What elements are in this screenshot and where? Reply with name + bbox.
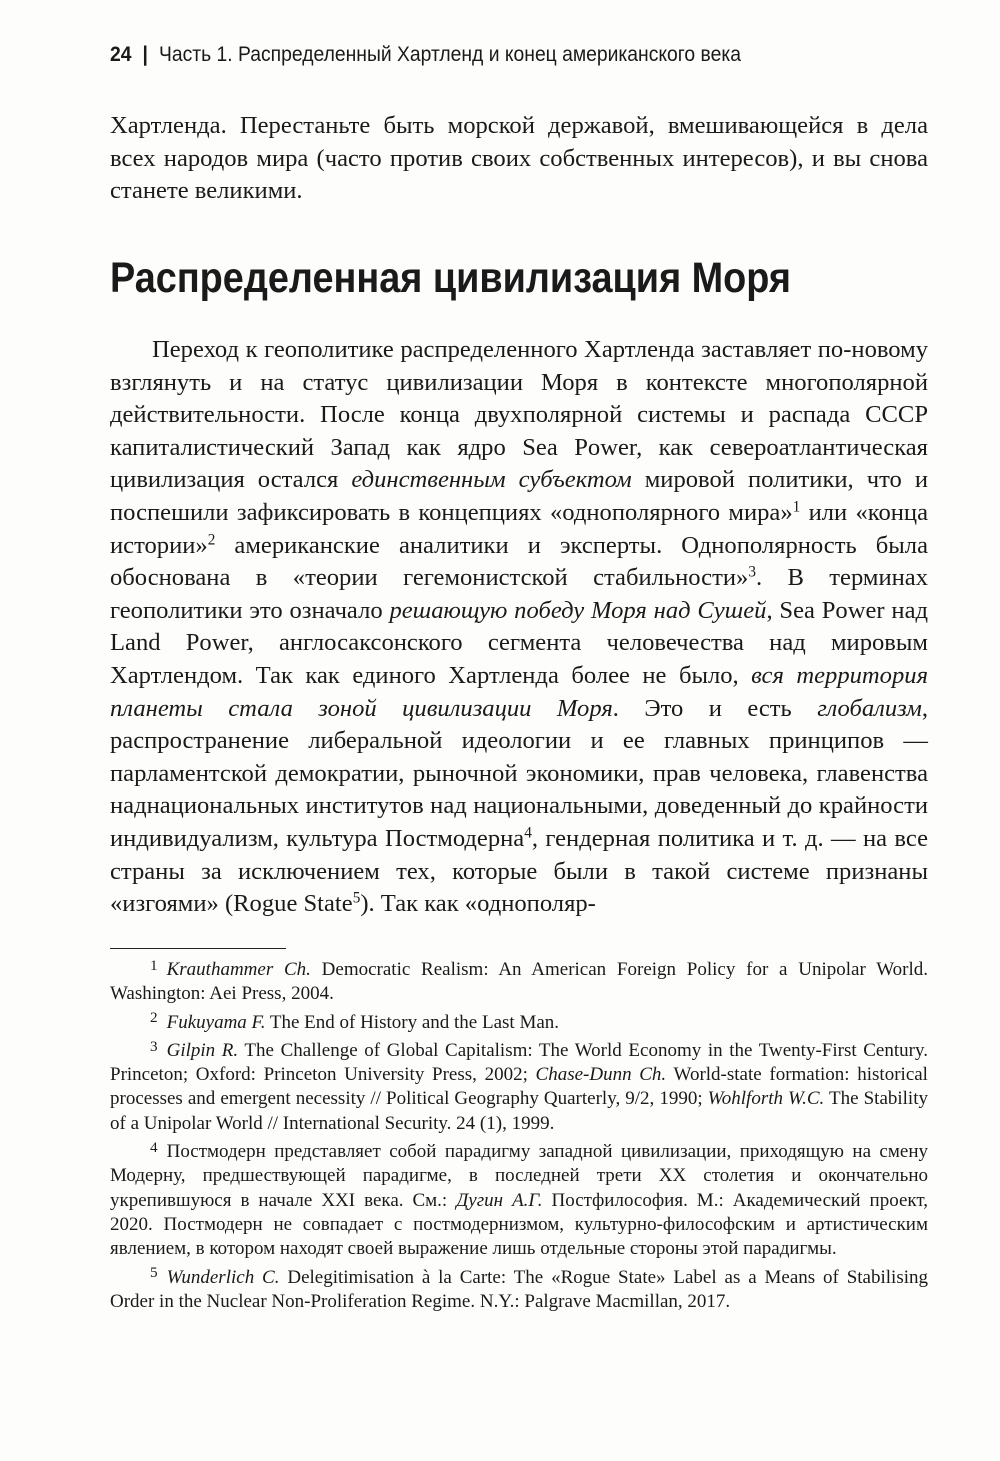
footnote-author: Gilpin R. — [166, 1039, 239, 1061]
footnote-1 — [110, 958, 928, 1007]
footnote-ref: 5 — [352, 889, 361, 907]
running-head — [110, 40, 864, 70]
footnote-author: Wohlforth W.C. — [707, 1088, 825, 1110]
footnote-number: 3 — [150, 1037, 158, 1055]
footnote-number: 4 — [150, 1138, 158, 1156]
footnote-number: 2 — [150, 1009, 158, 1027]
footnote-4 — [110, 1140, 928, 1261]
text-run: . Это и есть — [612, 694, 818, 722]
text-run: , Sea Power над Land Power, англосаксонского сегмента человечества над мировым Хартлендом. Так как единого Хартленда более не было, — [110, 596, 928, 689]
footnote-text: The End of History and the Last Man. — [265, 1011, 560, 1033]
footnote-text: The Stability of a Unipolar World // International Security. 24 (1), 1999. — [110, 1088, 928, 1134]
emphasis: единственным субъектом — [351, 466, 632, 494]
footnote-5 — [110, 1266, 928, 1315]
emphasis: глобализм — [817, 694, 922, 722]
text-run: американские аналитики и эксперты. Однополярность была обоснована в «теории гегемонистской стабильности» — [110, 531, 928, 592]
footnote-author: Chase-Dunn Ch. — [535, 1064, 667, 1086]
footnote-ref: 2 — [207, 531, 216, 549]
text-run: , распространение либеральной идеологии и ее главных принципов — парламентской демократии, рыночной экономики, прав человека, главенства наднациональных институтов над национальными, доведенный до крайности индивидуализм, культура Постмодерна — [110, 694, 928, 852]
text-run: . В терминах геополитики это означало — [110, 564, 928, 624]
emphasis: решающую победу Моря над Сушей — [389, 596, 767, 624]
footnote-author: Fukuyama F. — [166, 1011, 266, 1033]
footnote-number: 5 — [150, 1264, 158, 1282]
footnote-author: Krauthammer Ch. — [166, 959, 311, 980]
header-separator: | — [142, 43, 148, 66]
footnote-text: The Challenge of Global Capitalism: The World Economy in the Twenty-First Century. Princeton; Oxford: Princeton University Press, 2002; — [110, 1039, 928, 1086]
section-heading: Распределенная цивилизация Моря — [110, 254, 791, 302]
section-body — [110, 334, 928, 921]
text-run: ). Так как «однополяр- — [360, 890, 596, 918]
footnote-3 — [110, 1039, 928, 1136]
footnote-author: Дугин А.Г. — [456, 1189, 543, 1211]
footnote-author: Wunderlich C. — [166, 1266, 280, 1288]
chapter-title: Часть 1. Распределенный Хартленд и конец американского века — [158, 43, 741, 66]
intro-paragraph: Хартленда. Перестаньте быть морской державой, вмешивающейся в дела всех народов мира (часто против своих собственных интересов), и вы снова станете великими. — [110, 112, 928, 205]
footnote-ref: 1 — [792, 498, 801, 516]
page-number: 24 — [110, 43, 132, 66]
footnote-text: Democratic Realism: An American Foreign Policy for a Unipolar World. Washington: Aei Press, 2004. — [110, 959, 928, 1005]
footnote-divider — [110, 948, 286, 949]
footnote-text: World-state formation: historical processes and emergent necessity // Political Geography Quarterly, 9/2, 1990; — [110, 1064, 928, 1110]
footnote-2 — [110, 1011, 928, 1035]
footnote-text: Delegitimisation à la Carte: The «Rogue State» Label as a Means of Stabilising Order in the Nuclear Non-Proliferation Regime. N.Y.: Palgrave Macmillan, 2017. — [110, 1266, 928, 1312]
text-run: , гендерная политика и т. д. — на все страны за исключением тех, которые были в такой системе признаны «изгоями» (Rogue State — [110, 824, 928, 918]
footnote-text: Постфилософия. М.: Академический проект, 2020. Постмодерн не совпадает с постмодернизмом, культурно-философским и артистическим явлением, в котором находят своей выражение лишь отдельные стороны этой парадигмы. — [110, 1189, 929, 1260]
footnotes — [110, 958, 928, 1314]
footnote-ref: 4 — [524, 824, 532, 842]
footnote-text: Постмодерн представляет собой парадигму западной цивилизации, приходящую на смену Модерну, предшествующей парадигме, в последней трети XX столетия и окончательно укрепившуюся в начале XXI века. См.: — [110, 1141, 928, 1211]
section-paragraph — [110, 334, 928, 921]
footnote-number: 1 — [150, 956, 158, 974]
text-run: Переход к геополитике распределенного Хартленда заставляет по-новому взглянуть и на статус цивилизации Моря в контексте многополярной действительности. После конца двухполярной системы и распада СССР капиталистический Запад как ядро Sea Power, как североатлантическая цивилизация остался — [110, 336, 928, 494]
emphasis: вся территория планеты стала зоной цивилизации Моря — [110, 661, 928, 722]
text-run: или «конца истории» — [110, 498, 928, 559]
text-run: мировой политики, что и поспешили зафиксировать в концепциях «однополярного мира» — [110, 466, 928, 526]
intro-block — [110, 110, 928, 208]
footnote-ref: 3 — [748, 563, 756, 581]
